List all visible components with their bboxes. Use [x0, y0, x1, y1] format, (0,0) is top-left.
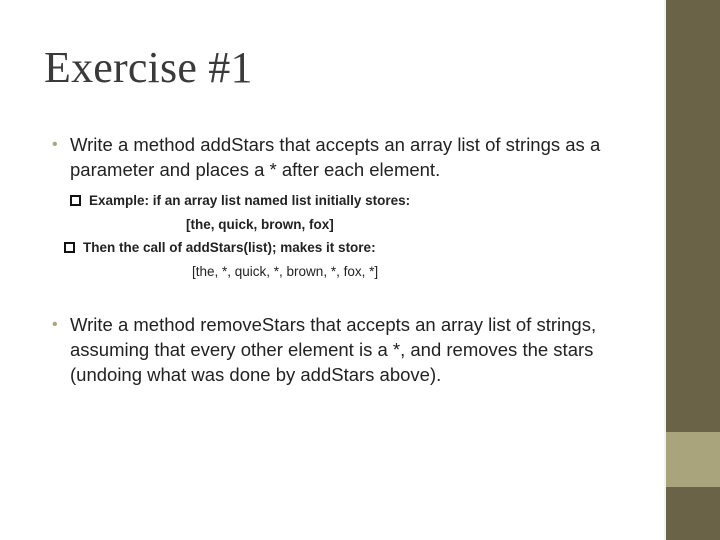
bullet-text: Write a method removeStars that accepts an array list of strings, assuming that every other element is a *, and removes the stars (undoing what was done by addStars above). [70, 314, 597, 385]
bullet-text: Write a method addStars that accepts an array list of strings as a parameter and places a * after each element. [70, 134, 601, 180]
slide-title: Exercise #1 [44, 43, 253, 92]
sub-item-text: Example: if an array list named list initially stores: [89, 193, 411, 208]
sub-item-result-list: [the, *, quick, *, brown, *, fox, *] [192, 264, 379, 279]
bullet-dot-icon: • [52, 136, 58, 153]
sub-item-call [64, 239, 376, 257]
bullet-add-stars [52, 132, 642, 182]
checkbox-bullet-icon [70, 195, 81, 206]
side-bar-accent-block [666, 432, 720, 487]
checkbox-bullet-icon [64, 242, 75, 253]
sub-item-text: Then the call of addStars(list); makes it store: [83, 240, 376, 255]
bullet-dot-icon: • [52, 316, 58, 333]
decorative-side-bar [666, 0, 720, 540]
sub-item-example [70, 192, 410, 210]
sub-item-initial-list: [the, quick, brown, fox] [186, 217, 334, 232]
bullet-remove-stars [52, 312, 642, 387]
